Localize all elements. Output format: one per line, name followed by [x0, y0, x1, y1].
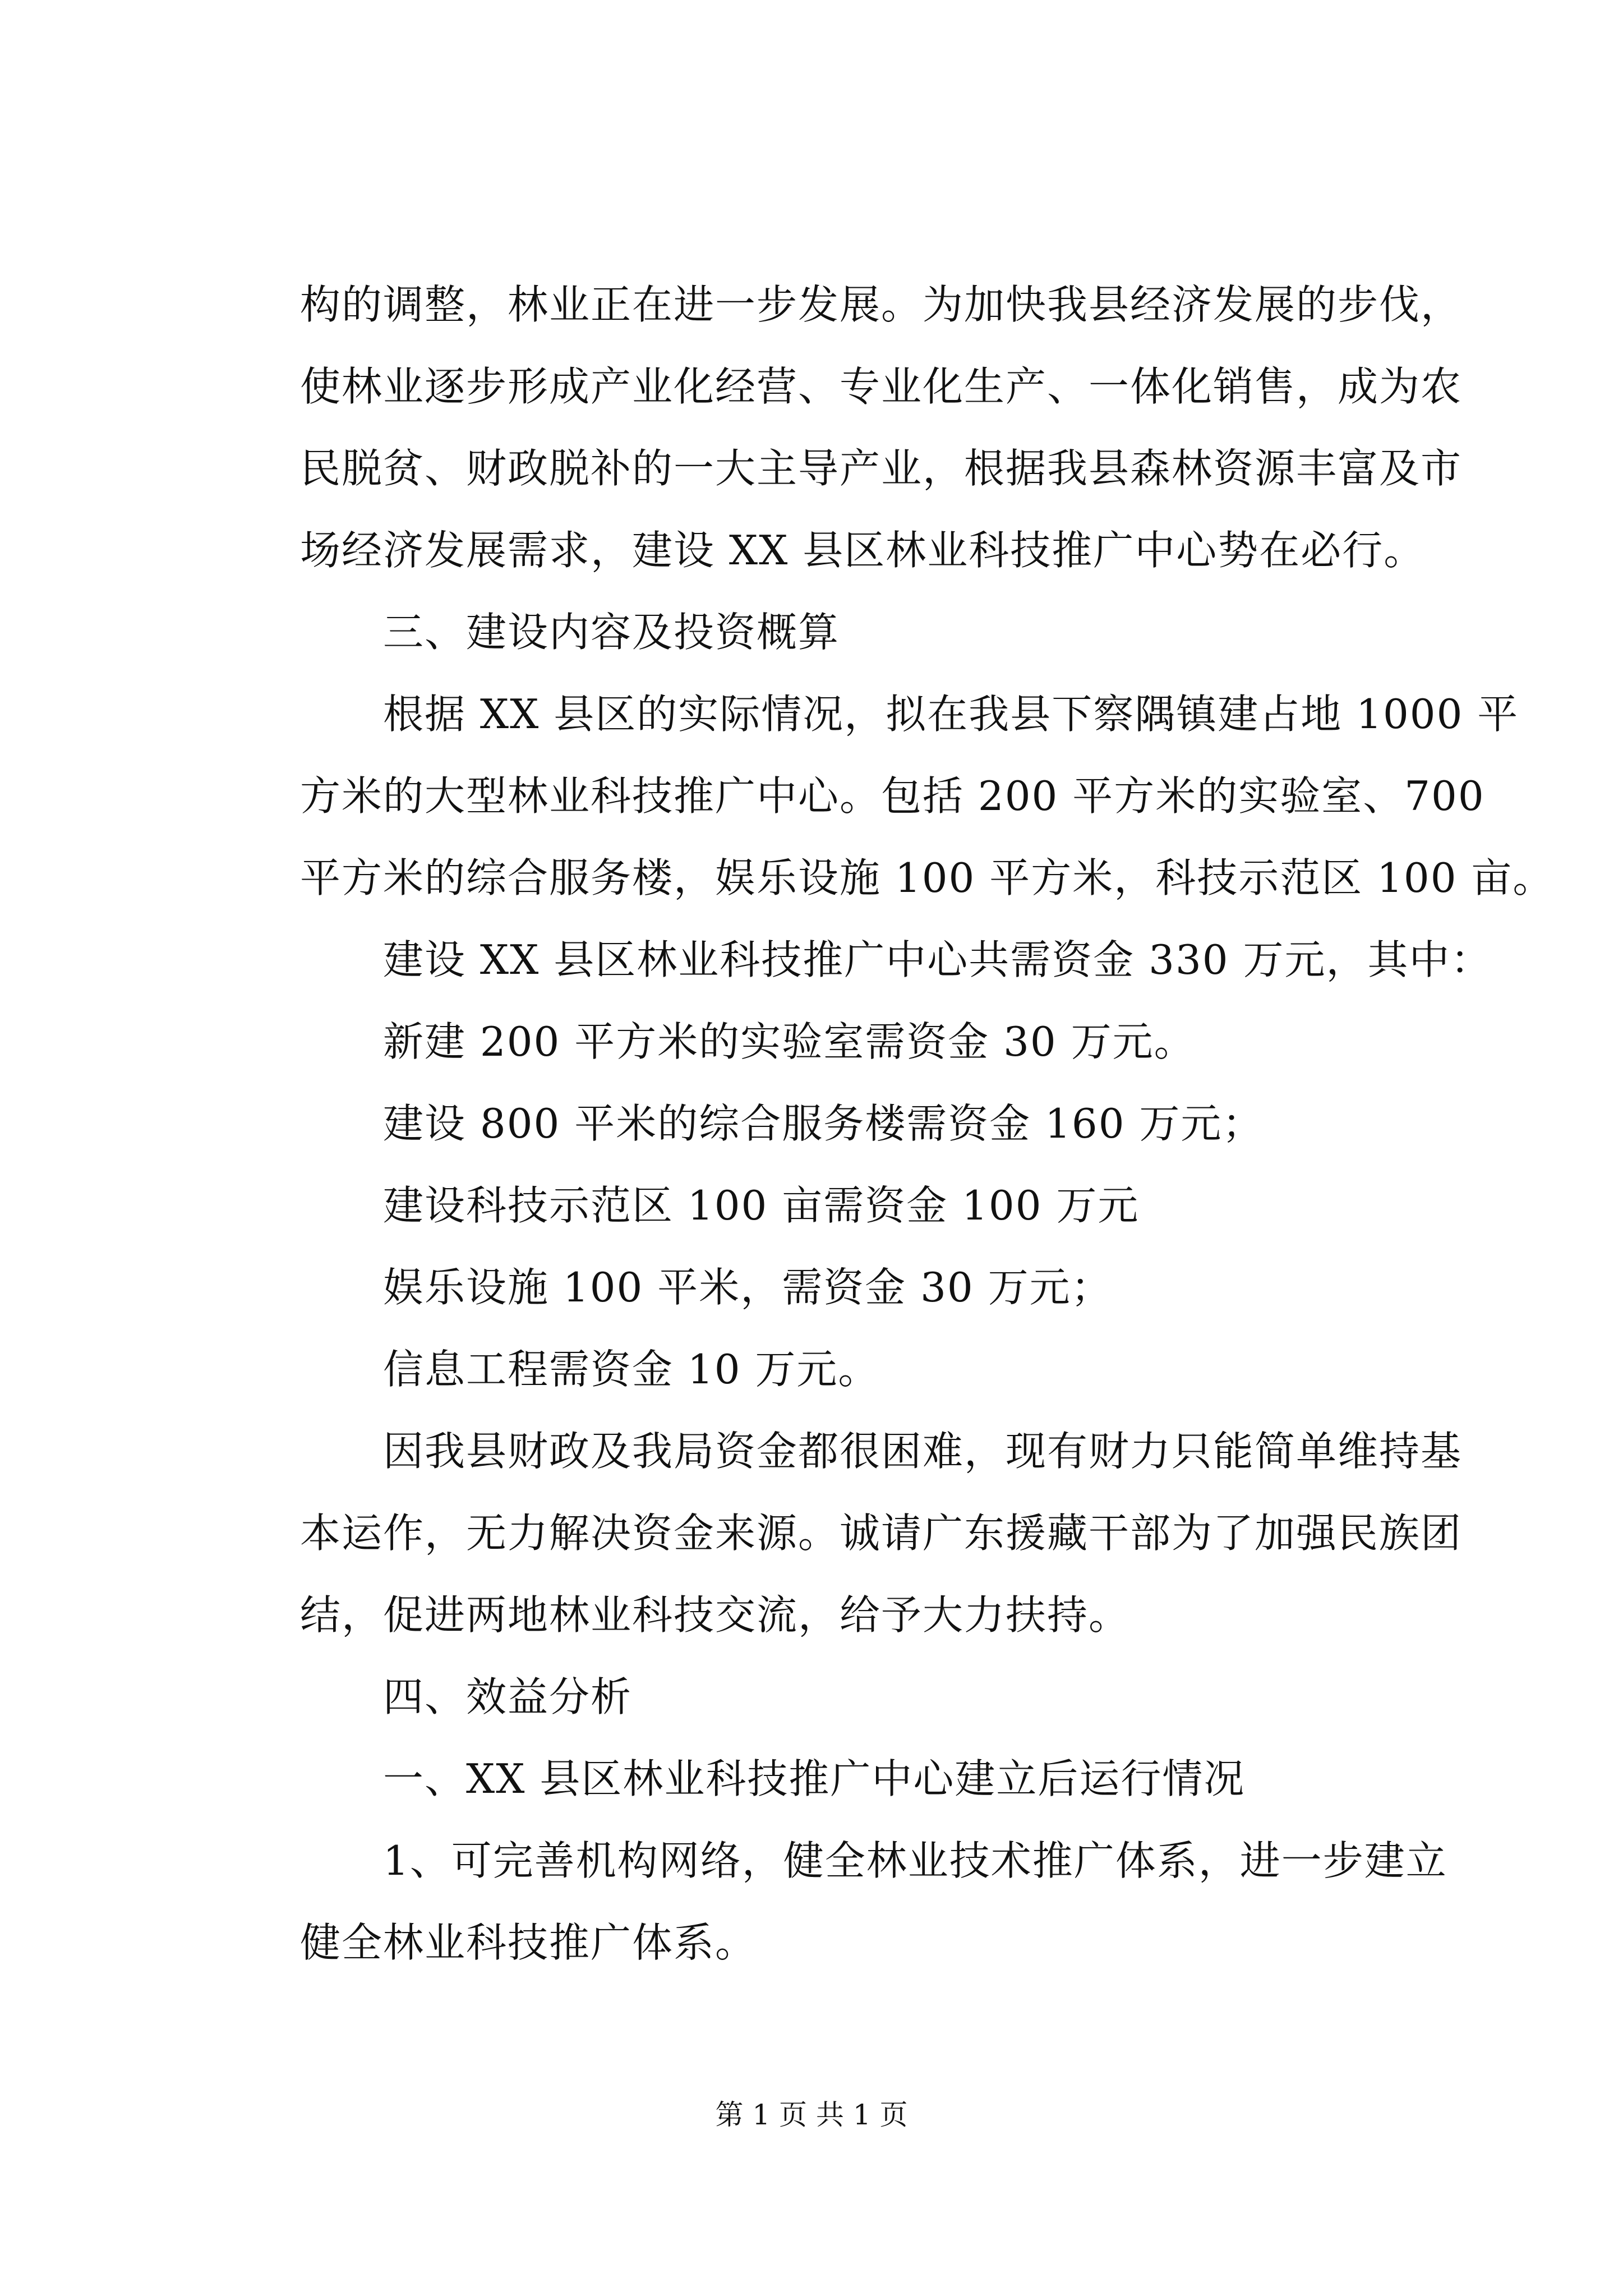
paragraph-11-line-0: 一、XX 县区林业科技推广中心建立后运行情况 [383, 1755, 1246, 1802]
paragraph-3-line-0: 建设 XX 县区林业科技推广中心共需资金 330 万元，其中： [383, 936, 1492, 983]
document-body [300, 264, 1555, 1984]
paragraph-1-line-0: 三、建设内容及投资概算 [383, 609, 840, 656]
paragraph-8-line-0: 信息工程需资金 10 万元。 [383, 1346, 880, 1393]
page-footer: 第 1 页 共 1 页 [715, 2099, 908, 2131]
paragraph-0-line-3: 场经济发展需求，建设 XX 县区林业科技推广中心势在必行。 [300, 527, 1426, 574]
paragraph-12-line-0: 1、可完善机构网络，健全林业技术推广体系，进一步建立 [383, 1837, 1447, 1884]
paragraph-7-line-0: 娱乐设施 100 平米，需资金 30 万元； [383, 1264, 1113, 1311]
paragraph-0-line-0: 构的调整，林业正在进一步发展。为加快我县经济发展的步伐， [300, 281, 1463, 328]
paragraph-2-line-2: 平方米的综合服务楼，娱乐设施 100 平方米，科技示范区 100 亩。 [300, 854, 1555, 901]
paragraph-2-line-0: 根据 XX 县区的实际情况，拟在我县下察隅镇建占地 1000 平 [383, 691, 1519, 738]
paragraph-5-line-0: 建设 800 平米的综合服务楼需资金 160 万元； [383, 1100, 1264, 1147]
paragraph-10-line-0: 四、效益分析 [383, 1673, 633, 1720]
paragraph-6-line-0: 建设科技示范区 100 亩需资金 100 万元 [383, 1182, 1140, 1229]
paragraph-9-line-0: 因我县财政及我局资金都很困难，现有财力只能简单维持基 [383, 1428, 1463, 1475]
paragraph-0-line-1: 使林业逐步形成产业化经营、专业化生产、一体化销售，成为农 [300, 363, 1463, 410]
paragraph-0-line-2: 民脱贫、财政脱补的一大主导产业，根据我县森林资源丰富及市 [300, 445, 1463, 492]
paragraph-2-line-1: 方米的大型林业科技推广中心。包括 200 平方米的实验室、700 [300, 772, 1485, 820]
paragraph-12-line-1: 健全林业科技推广体系。 [300, 1919, 757, 1966]
paragraph-4-line-0: 新建 200 平方米的实验室需资金 30 万元。 [383, 1018, 1196, 1065]
paragraph-9-line-2: 结，促进两地林业科技交流，给予大力扶持。 [300, 1591, 1131, 1639]
paragraph-9-line-1: 本运作，无力解决资金来源。诚请广东援藏干部为了加强民族团 [300, 1510, 1463, 1557]
